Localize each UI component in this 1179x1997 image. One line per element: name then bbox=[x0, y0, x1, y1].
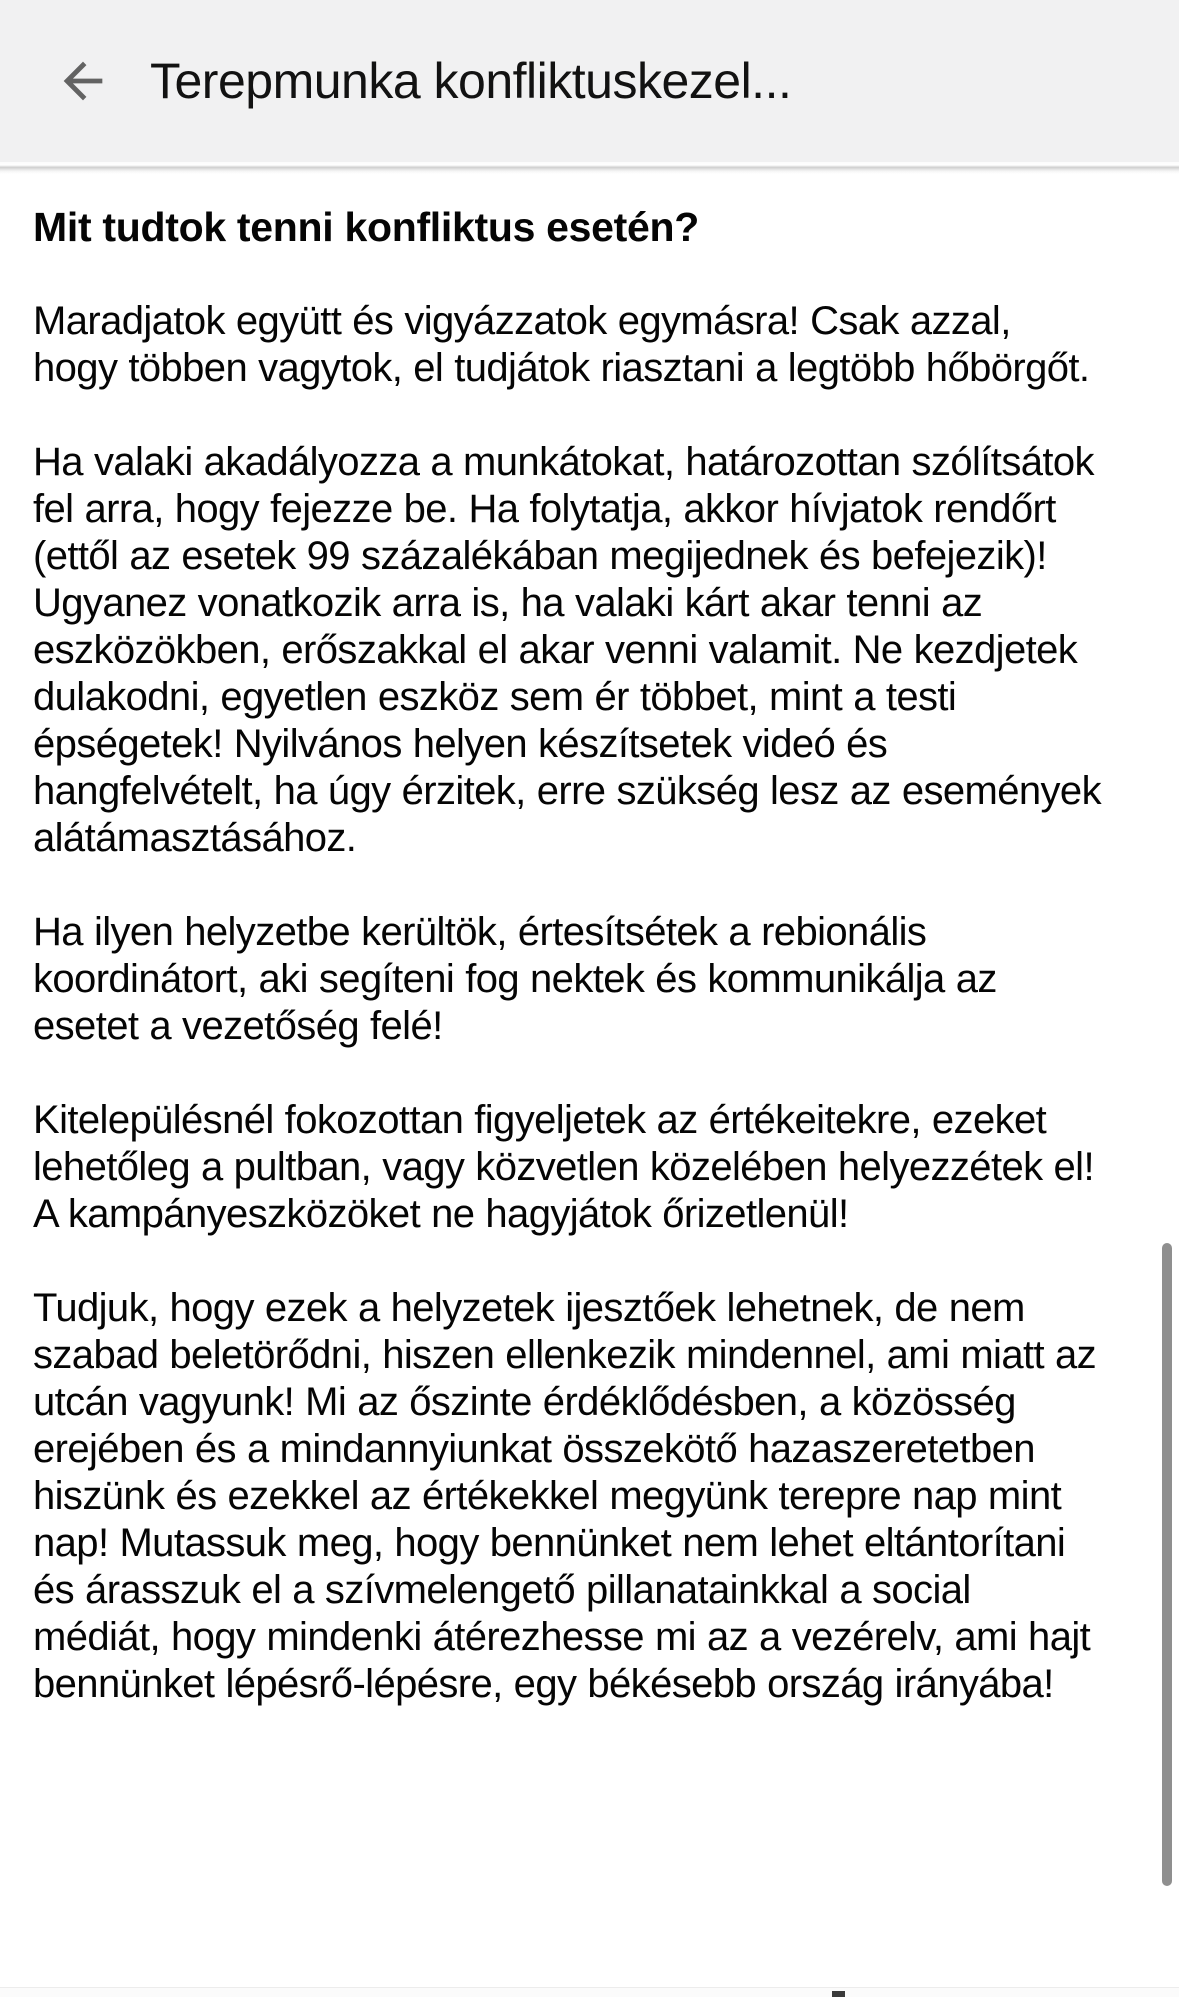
header-shadow-divider bbox=[0, 162, 1179, 174]
paragraph: Tudjuk, hogy ezek a helyzetek ijesztőek lehetnek, de nem szabad beletörődni, hiszen ellenkezik mindennel, ami miatt az utcán vagyunk! Mi az őszinte érdéklődésben, a közösség erejében és a mindannyiunkat összekötő hazaszeretetben hiszünk és ezekkel az értékekkel megyünk terepre nap mint nap! Mutassuk meg, hogy bennünket nem lehet eltántorítani és árasszuk el a szívmelengető pillanatainkkal a social médiát, hogy mindenki átérezhesse mi az a vezérelv, ami hajt bennünket lépésrő-lépésre, egy békésebb ország irányába! bbox=[33, 1286, 1097, 1706]
app-bar bbox=[0, 0, 1179, 162]
scrollbar-thumb[interactable] bbox=[1162, 1243, 1172, 1886]
below-fold-text-fragment bbox=[832, 1991, 845, 1997]
back-button[interactable] bbox=[52, 50, 114, 112]
arrow-back-icon bbox=[54, 52, 112, 110]
paragraph: Ha ilyen helyzetbe kerültök, értesítsétek a rebionális koordinátort, aki segíteni fog nektek és kommunikálja az esetet a vezetőség felé! bbox=[33, 910, 997, 1048]
paragraph: Kitelepülésnél fokozottan figyeljetek az értékeitekre, ezeket lehetőleg a pultban, vagy közvetlen közelében helyezzétek el! A kampányeszközöket ne hagyjátok őrizetlenül! bbox=[33, 1098, 1094, 1236]
document-content bbox=[0, 174, 1179, 1755]
page-title: Terepmunka konfliktuskezel... bbox=[150, 53, 792, 109]
paragraph: Ha valaki akadályozza a munkátokat, határozottan szólítsátok fel arra, hogy fejezze be. Ha folytatja, akkor hívjatok rendőrt (ettől az esetek 99 százalékában megijednek és befejezik)! Ugyanez vonatkozik arra is, ha valaki kárt akar tenni az eszközökben, erőszakkal el akar venni valamit. Ne kezdjetek dulakodni, egyetlen eszköz sem ér többet, mint a testi épségetek! Nyilvános helyen készítsetek videó és hangfelvételt, ha úgy érzitek, erre szükség lesz az események alátámasztásához. bbox=[33, 440, 1101, 860]
below-fold-divider bbox=[0, 1987, 1179, 1997]
document-heading: Mit tudtok tenni konfliktus esetén? bbox=[33, 204, 700, 250]
paragraph: Maradjatok együtt és vigyázzatok egymásra! Csak azzal, hogy többen vagytok, el tudjátok riasztani a legtöbb hőbörgőt. bbox=[33, 299, 1090, 390]
